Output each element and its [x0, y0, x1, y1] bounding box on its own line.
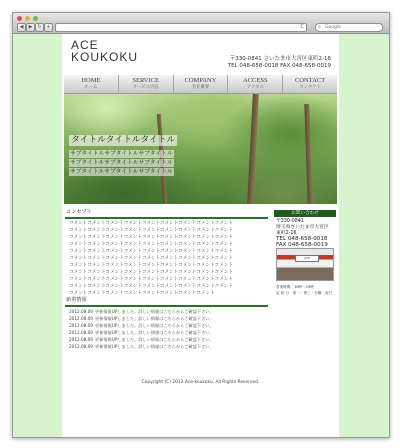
news-heading: 新着情報 [66, 297, 87, 303]
address-bar[interactable] [55, 23, 307, 32]
search-input[interactable] [315, 23, 383, 32]
nav-label-jp: ホーム [84, 85, 98, 90]
window-close-button[interactable] [17, 16, 22, 21]
hero-subtitle: サブタイトルサブタイトルサブタイトル [70, 151, 173, 157]
contact-sidebar [274, 210, 336, 306]
nav-label-jp: サービス内容 [132, 85, 159, 90]
concept-text-line: コメントコメントコメントコメントコメントコメントコメントコメントコメント [69, 228, 233, 233]
site-logo[interactable] [71, 39, 138, 63]
search-placeholder: Google [325, 25, 341, 30]
concept-text-line: コメントコメントコメントコメントコメントコメントコメントコメントコメント [69, 263, 233, 268]
browser-toolbar [13, 13, 389, 34]
news-item[interactable] [69, 323, 214, 329]
nav-item-contact[interactable] [283, 75, 337, 93]
news-item[interactable] [69, 316, 214, 322]
add-bookmark-button[interactable]: + [44, 23, 53, 32]
sidebar-address-1: 埼玉県さいたま市大宮区 [276, 225, 329, 230]
footer-copyright: Copyright (C) 2012 Ace-koukoku. All Rights Reserved. [141, 380, 260, 385]
window-minimize-button[interactable] [25, 16, 30, 21]
news-text: 更新情報UPしました。詳しい情報はこちらからご確認下さい。 [95, 337, 214, 342]
nav-label-en: ACCESS [243, 77, 268, 84]
news-item[interactable] [69, 344, 214, 350]
concept-heading: コンセプト [66, 209, 92, 215]
hero-title: タイトルタイトルタイトル [71, 135, 176, 145]
header-address-line: 〒330-0841 さいたま市大宮区東町2-16 [229, 56, 331, 62]
news-text: 更新情報UPしました。詳しい情報はこちらからご確認下さい。 [95, 309, 214, 314]
tree-trunk [247, 94, 259, 204]
tree-trunk [304, 104, 312, 204]
concept-text-line: コメントコメントコメントコメントコメントコメントコメントコメントコメント [69, 256, 233, 261]
sidebar-hours: 営業時間 10時〜19時 [276, 285, 314, 289]
concept-text-line: コメントコメントコメントコメントコメントコメントコメントコメントコメント [69, 270, 233, 275]
nav-label-jp: 会社概要 [191, 85, 210, 90]
news-date: 2012.08.09 [69, 330, 93, 335]
window-maximize-button[interactable] [33, 16, 38, 21]
nav-label-en: SERVICE [132, 77, 159, 84]
news-text: 更新情報UPしました。詳しい情報はこちらからご確認下さい。 [95, 316, 214, 321]
nav-item-service[interactable] [119, 75, 174, 93]
logo-line-2: KOUKOKU [71, 50, 139, 64]
sidebar-address-2: 東町2-16 [276, 231, 297, 236]
news-item[interactable] [69, 309, 214, 315]
nav-label-en: HOME [81, 77, 101, 84]
shop-sign: ACE [295, 255, 319, 262]
news-heading-bar [65, 297, 268, 307]
nav-item-access[interactable] [228, 75, 283, 93]
concept-text-line: コメントコメントコメントコメントコメントコメントコメントコメントコメント [69, 221, 233, 226]
news-item[interactable] [69, 330, 214, 336]
news-date: 2012.08.09 [69, 337, 93, 342]
news-text: 更新情報UPしました。詳しい情報はこちらからご確認下さい。 [95, 323, 214, 328]
shop-photo [276, 248, 334, 281]
header-address [228, 56, 331, 70]
nav-item-home[interactable] [64, 75, 119, 93]
concept-text-line: コメントコメントコメントコメントコメントコメントコメントコメントコメント [69, 277, 233, 282]
nav-label-en: CONTACT [294, 77, 326, 84]
nav-label-jp: アクセス [246, 85, 264, 90]
search-icon: ⌕ [318, 24, 321, 30]
news-date: 2012.08.09 [69, 316, 93, 321]
sidebar-holidays: 定 休 日 第一・第三・日曜・祝日 [276, 291, 333, 295]
nav-item-company[interactable] [174, 75, 229, 93]
sidebar-tel: TEL 048-658-0018 [276, 236, 328, 242]
nav-label-jp: コンタクト [299, 85, 321, 90]
concept-text-line: コメントコメントコメントコメントコメントコメントコメントコメントコメント [69, 249, 233, 254]
web-page [62, 34, 339, 437]
concept-text-line: コメントコメントコメントコメントコメントコメントコメントコメントコメント [69, 284, 233, 289]
sidebar-fax: FAX 048-658-0019 [276, 242, 328, 248]
sidebar-heading: お問い合わせ [274, 210, 336, 217]
concept-text-line: コメントコメントコメントコメントコメントコメントコメントコメントコメント [69, 242, 233, 247]
hero-banner [64, 94, 337, 204]
news-date: 2012.08.09 [69, 309, 93, 314]
hero-subtitle: サブタイトルサブタイトルサブタイトル [70, 169, 173, 175]
concept-text-line: コメントコメントコメントコメントコメントコメントコメントコメントコメント [69, 235, 233, 240]
global-nav [64, 75, 337, 94]
news-item[interactable] [69, 337, 214, 343]
concept-heading-bar [65, 209, 268, 219]
hero-subtitle: サブタイトルサブタイトルサブタイトル [70, 160, 173, 166]
browser-window [12, 12, 390, 438]
reload-icon[interactable]: C [300, 24, 304, 30]
news-date: 2012.08.09 [69, 344, 93, 349]
logo-line-1: ACE [71, 38, 99, 52]
reload-button[interactable]: ↻ [35, 23, 44, 32]
nav-label-en: COMPANY [184, 77, 217, 84]
forward-button[interactable]: ▶ [26, 23, 35, 32]
news-text: 更新情報UPしました。詳しい情報はこちらからご確認下さい。 [95, 344, 214, 349]
news-text: 更新情報UPしました。詳しい情報はこちらからご確認下さい。 [95, 330, 214, 335]
header-contact-line: TEL 048-658-0018 FAX 048-658-0019 [227, 63, 331, 69]
news-date: 2012.08.09 [69, 323, 93, 328]
back-button[interactable]: ◀ [17, 23, 26, 32]
sidebar-postal: 〒330-0841 [276, 219, 304, 224]
concept-text-line: コメントコメントコメントコメントコメントコメントコメントコメント [69, 291, 215, 296]
